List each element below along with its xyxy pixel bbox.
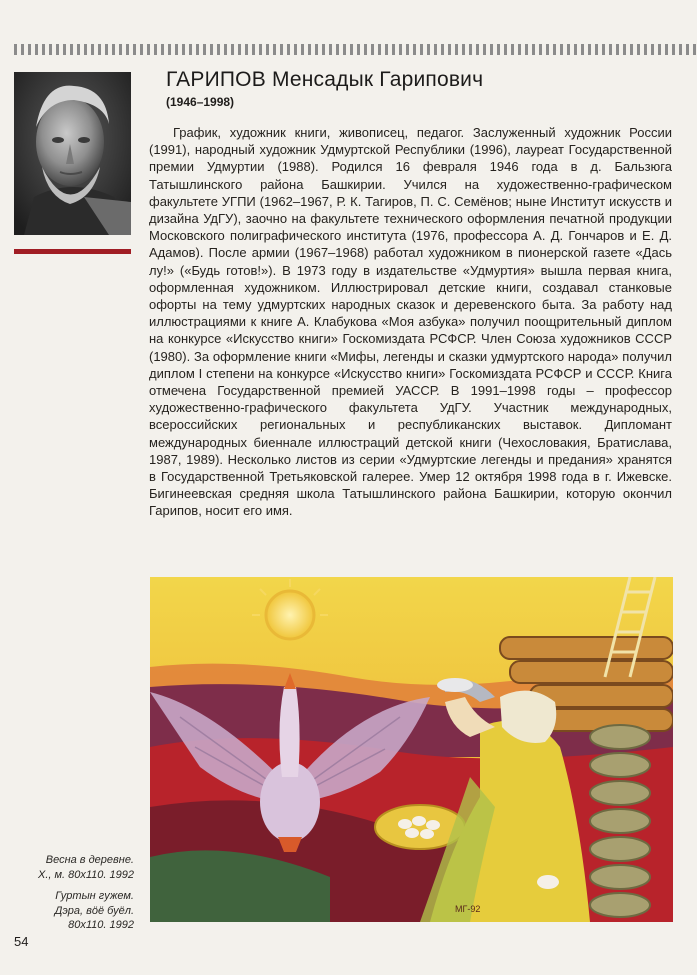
caption-ud-details-2: 80х110. 1992 <box>68 919 134 931</box>
painting-illustration <box>150 577 673 922</box>
caption-ru-title: Весна в деревне. <box>45 854 134 866</box>
caption-ud-details-1: Дэра, вӧё буёл. <box>54 904 134 917</box>
biography-text: График, художник книги, живописец, педагог. Заслуженный художник России (1991), народный художник Удмуртской Республики (1996), лауреат Государственной премии Удмуртии (1988). Родился 16 февраля 1946 года в д. Бальзюга Татышлинского района Башкирии. Учился на художественно-графическом факультете УГПИ (1962–1967, Р. К. Тагиров, П. С. Семёнов; ныне Институт искусств и дизайна УдГУ), заочно на факультете технического оформления печатной продукции Московского полиграфического института (1976, профессора А. Д. Гончаров и Е. Д. Адамов). После армии (1967–1968) работал художником в пионерской газете «Дась лу!» («Будь готов!»). В 1973 году в издательстве «Удмуртия» вышла первая книга, оформленная художником. Иллюстрировал детские книги, создавал станковые офорты на тему удмуртских народных сказок и деревенского быта. За работу над иллюстрациями к книге А. Клабукова «Моя азбука» получил поощрительный диплом на конкурсе «Искусство книги» Госкомиздата РСФСР. Член Союза художников СССР (1980). За оформление книги «Мифы, легенды и сказки удмуртского народа» получил диплом I степени на конкурсе «Искусство книги» Госкомиздата РСФСР и СССР. Книга отмечена Государственной премией УАССР. В 1991–1998 годы – профессор художественно-графического факультета УдГУ. Участник международных, всероссийских региональных и республиканских выставок. Дипломант международных биеннале иллюстраций детской книги (Чехословакия, Братислава, 1987, 1989). Несколько листов из серии «Удмуртские легенды и предания» хранятся в Государственной Третьяковской галерее. Умер 12 октября 1998 года в г. Ижевске. Бигинеевская средняя школа Татышлинского района Башкирии, которую окончил Гарипов, носит его имя. <box>149 125 672 519</box>
artist-years: (1946–1998) <box>166 95 235 109</box>
caption-ru-details: Х., м. 80х110. 1992 <box>37 868 134 881</box>
caption-ud-title: Гуртын гужем. <box>55 890 134 902</box>
caption-russian <box>0 853 134 882</box>
decorative-tick-bar <box>14 44 697 55</box>
accent-rule <box>14 249 131 254</box>
painting-signature: МГ-92 <box>455 904 481 914</box>
artist-name: ГАРИПОВ Менсадык Гарипович <box>166 68 484 91</box>
page-number: 54 <box>14 934 29 949</box>
caption-udmurt <box>0 889 134 933</box>
artist-portrait <box>14 72 131 235</box>
